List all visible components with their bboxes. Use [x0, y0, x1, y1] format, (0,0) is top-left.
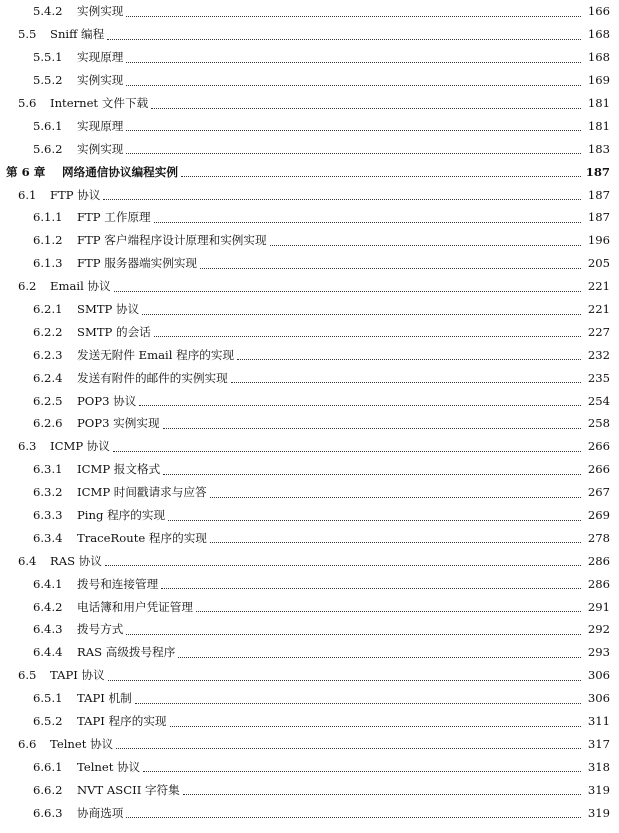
section-number: 6.3.4 [33, 530, 63, 545]
toc-entry[interactable] [0, 618, 619, 641]
page-number: 205 [587, 256, 610, 271]
dot-leader [163, 466, 581, 475]
section-title: Telnet 协议 [50, 736, 114, 751]
dot-leader [200, 260, 581, 269]
section-title: 发送无附件 Email 程序的实现 [77, 347, 235, 362]
dot-leader [126, 54, 581, 63]
dot-leader [126, 626, 581, 635]
dot-leader [126, 122, 581, 131]
toc-entry[interactable] [0, 458, 619, 481]
toc-entry[interactable] [0, 69, 619, 92]
section-number: 5.6.2 [33, 141, 63, 156]
section-number: 6.6.2 [33, 782, 63, 797]
dot-leader [142, 306, 581, 315]
section-title: 实例实现 [77, 4, 124, 19]
toc-entry[interactable] [0, 435, 619, 458]
page-number: 221 [587, 302, 610, 317]
page-number: 286 [587, 576, 610, 591]
section-title: ICMP 报文格式 [77, 462, 161, 477]
section-title: FTP 服务器端实例实现 [77, 256, 198, 271]
page-number: 269 [587, 508, 610, 523]
toc-entry[interactable] [0, 801, 619, 824]
section-number: 6.2.3 [33, 347, 63, 362]
toc-entry[interactable] [0, 137, 619, 160]
toc-entry[interactable] [0, 641, 619, 664]
dot-leader [107, 31, 581, 40]
section-number: 6.2.1 [33, 302, 63, 317]
page-number: 227 [587, 324, 610, 339]
section-number: 6.3.3 [33, 508, 63, 523]
page-number: 166 [587, 4, 610, 19]
toc-entry[interactable] [0, 504, 619, 527]
section-title: SMTP 协议 [77, 302, 140, 317]
section-title: 拨号和连接管理 [77, 576, 159, 591]
toc-entry[interactable] [0, 320, 619, 343]
toc-entry[interactable] [0, 0, 619, 23]
dot-leader [154, 328, 581, 337]
page-number: 267 [587, 485, 610, 500]
page-number: 318 [587, 759, 610, 774]
page-number: 181 [587, 96, 610, 110]
toc-entry[interactable] [0, 481, 619, 504]
section-number: 5.5 [18, 27, 37, 42]
section-number: 6.3.1 [33, 462, 63, 477]
page-number: 169 [587, 73, 610, 88]
page-number: 292 [587, 622, 610, 637]
section-title: 实现原理 [77, 118, 124, 133]
dot-leader [105, 557, 581, 566]
toc-entry[interactable] [0, 114, 619, 137]
section-title: SMTP 的会话 [77, 324, 151, 339]
dot-leader [161, 580, 581, 589]
dot-leader [163, 420, 581, 429]
section-number: 6.3 [18, 439, 37, 454]
section-title: Ping 程序的实现 [77, 508, 166, 523]
section-number: 6.4.3 [33, 622, 63, 637]
section-title: 实现原理 [77, 50, 124, 65]
toc-entry[interactable] [0, 710, 619, 733]
section-title: 网络通信协议编程实例 [62, 164, 178, 179]
page-number: 254 [587, 393, 610, 408]
section-title: POP3 协议 [77, 393, 137, 408]
section-number: 6.5.2 [33, 714, 63, 729]
page-number: 286 [587, 553, 610, 568]
page-number: 235 [587, 370, 610, 385]
section-number: 6.2 [18, 279, 37, 294]
dot-leader [114, 283, 581, 292]
section-number: 6.3.2 [33, 485, 63, 500]
toc-entry[interactable] [0, 572, 619, 595]
section-title: FTP 协议 [50, 187, 101, 202]
section-title: TAPI 机制 [77, 691, 132, 706]
dot-leader [113, 443, 581, 452]
section-title: RAS 高级拨号程序 [77, 645, 176, 660]
section-number: 6.1.2 [33, 233, 63, 248]
section-number: 6.1.3 [33, 256, 63, 271]
section-title: NVT ASCII 字符集 [77, 782, 180, 797]
page-number: 221 [587, 279, 610, 294]
dot-leader [108, 672, 581, 681]
page-number: 278 [587, 530, 610, 545]
dot-leader [231, 374, 581, 383]
page-number: 168 [587, 50, 610, 65]
section-title: RAS 协议 [50, 553, 102, 568]
page-number: 266 [587, 439, 610, 454]
section-title: FTP 客户端程序设计原理和实例实现 [77, 233, 267, 248]
dot-leader [135, 695, 581, 704]
page-number: 319 [587, 782, 610, 797]
section-number: 6.5.1 [33, 691, 63, 706]
dot-leader [139, 397, 581, 406]
toc-chapter-entry[interactable] [0, 160, 619, 183]
page-number: 291 [587, 599, 610, 614]
page-number: 306 [587, 691, 610, 706]
section-title: POP3 实例实现 [77, 416, 160, 431]
section-number: 6.6.3 [33, 805, 63, 820]
dot-leader [181, 168, 581, 177]
section-number: 6.2.6 [33, 416, 63, 431]
toc-entry[interactable] [0, 23, 619, 46]
toc-entry[interactable] [0, 778, 619, 801]
dot-leader [237, 351, 581, 360]
dot-leader [183, 786, 581, 795]
page-number: 183 [587, 141, 610, 156]
section-number: 6.5 [18, 668, 37, 683]
dot-leader [116, 740, 581, 749]
section-title: Sniff 编程 [50, 27, 105, 42]
toc-entry[interactable] [0, 92, 619, 115]
dot-leader [126, 8, 581, 17]
dot-leader [143, 763, 581, 772]
toc-entry[interactable] [0, 183, 619, 206]
section-title: ICMP 时间戳请求与应答 [77, 485, 207, 500]
toc-entry[interactable] [0, 412, 619, 435]
section-number: 6.4 [18, 553, 37, 568]
page-number: 311 [587, 714, 610, 729]
toc-entry[interactable] [0, 595, 619, 618]
section-title: TAPI 协议 [50, 668, 105, 683]
dot-leader [168, 512, 581, 521]
section-number: 6.2.5 [33, 393, 63, 408]
section-title: 发送有附件的邮件的实例实现 [77, 370, 228, 385]
section-title: TraceRoute 程序的实现 [77, 530, 207, 545]
section-number: 5.6.1 [33, 118, 63, 133]
section-number: 6.6.1 [33, 759, 63, 774]
section-title: ICMP 协议 [50, 439, 110, 454]
page-number: 293 [587, 645, 610, 660]
toc-entry[interactable] [0, 252, 619, 275]
dot-leader [210, 534, 581, 543]
section-title: 实例实现 [77, 141, 124, 156]
section-title: FTP 工作原理 [77, 210, 151, 225]
section-title: Email 协议 [50, 279, 111, 294]
dot-leader [151, 100, 581, 109]
section-number: 5.6 [18, 96, 37, 110]
section-title: 协商选项 [77, 805, 124, 820]
toc-entry[interactable] [0, 298, 619, 321]
page-number: 317 [587, 736, 610, 751]
section-title: 拨号方式 [77, 622, 124, 637]
page-number: 319 [587, 805, 610, 820]
page-number: 168 [587, 27, 610, 42]
toc-entry[interactable] [0, 229, 619, 252]
section-number: 6.2.4 [33, 370, 63, 385]
toc-entry[interactable] [0, 664, 619, 687]
section-number: 第 6 章 [6, 164, 46, 179]
toc-entry[interactable] [0, 366, 619, 389]
toc-entry[interactable] [0, 389, 619, 412]
dot-leader [170, 718, 581, 727]
page-number: 187 [585, 164, 610, 179]
toc-entry[interactable] [0, 733, 619, 756]
toc-entry[interactable] [0, 343, 619, 366]
section-title: Telnet 协议 [77, 759, 141, 774]
dot-leader [270, 237, 581, 246]
page-number: 258 [587, 416, 610, 431]
section-number: 6.6 [18, 736, 37, 751]
page-number: 306 [587, 668, 610, 683]
page-number: 187 [587, 187, 610, 202]
page-number: 181 [587, 118, 610, 133]
dot-leader [126, 809, 581, 818]
dot-leader [210, 489, 581, 498]
section-number: 6.2.2 [33, 324, 63, 339]
toc-entry[interactable] [0, 687, 619, 710]
section-number: 6.4.4 [33, 645, 63, 660]
section-number: 6.4.2 [33, 599, 63, 614]
section-number: 5.5.1 [33, 50, 63, 65]
toc-entry[interactable] [0, 549, 619, 572]
section-number: 6.1.1 [33, 210, 63, 225]
section-number: 5.4.2 [33, 4, 63, 19]
page-number: 232 [587, 347, 610, 362]
section-title: Internet 文件下载 [50, 96, 149, 110]
toc-entry[interactable] [0, 755, 619, 778]
toc-entry[interactable] [0, 46, 619, 69]
page-number: 266 [587, 462, 610, 477]
section-number: 6.4.1 [33, 576, 63, 591]
section-title: 电话簿和用户凭证管理 [77, 599, 193, 614]
section-title: 实例实现 [77, 73, 124, 88]
page-number: 196 [587, 233, 610, 248]
toc-entry[interactable] [0, 526, 619, 549]
dot-leader [103, 191, 581, 200]
dot-leader [126, 145, 581, 154]
dot-leader [126, 77, 581, 86]
toc-entry[interactable] [0, 206, 619, 229]
dot-leader [178, 649, 581, 658]
toc-entry[interactable] [0, 275, 619, 298]
page-number: 187 [587, 210, 610, 225]
section-number: 6.1 [18, 187, 37, 202]
dot-leader [154, 214, 581, 223]
section-number: 5.5.2 [33, 73, 63, 88]
section-title: TAPI 程序的实现 [77, 714, 167, 729]
dot-leader [196, 603, 581, 612]
